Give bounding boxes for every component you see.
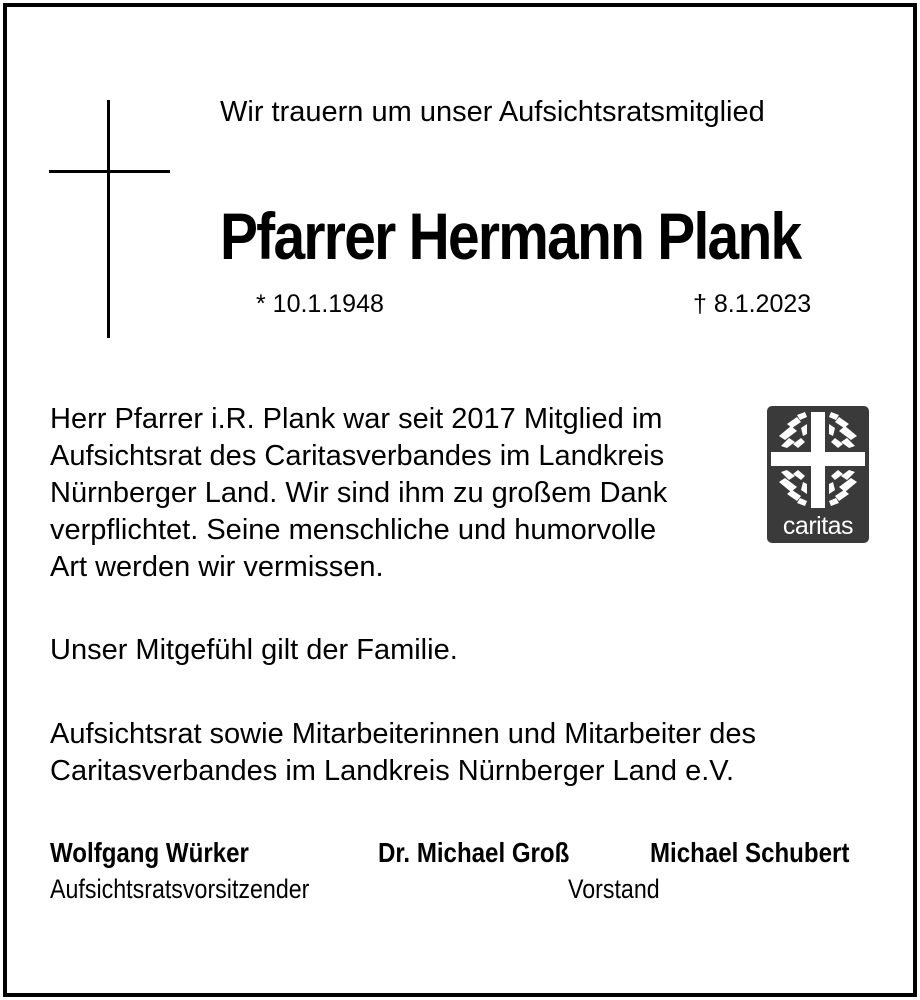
tribute-line: Herr Pfarrer i.R. Plank war seit 2017 Mitglied im [50,403,663,435]
caritas-logo-wordmark: caritas [782,512,854,540]
tribute-line: Nürnberger Land. Wir sind ihm zu großem Dank [50,477,668,509]
tribute-line: Art werden wir vermissen. [50,551,384,583]
signatory-name: Michael Schubert [650,837,850,868]
deceased-name: Pfarrer Hermann Plank [220,199,801,273]
sympathy-line: Unser Mitgefühl gilt der Familie. [50,634,458,666]
signatory-role: Vorstand [568,874,660,904]
signatory-role: Aufsichtsratsvorsitzender [50,874,310,904]
death-date: † 8.1.2023 [693,290,812,318]
tribute-line: verpflichtet. Seine menschliche und humorvolle [50,514,657,546]
tribute-paragraph [50,401,750,586]
caritas-logo [767,406,869,543]
sender-line: Aufsichtsrat sowie Mitarbeiterinnen und Mitarbeiter des [50,718,756,750]
signatory-name: Wolfgang Würker [50,837,249,868]
caritas-flame-cross-icon [767,406,869,512]
cross-icon-horizontal [49,170,170,173]
intro-line: Wir trauern um unser Aufsichtsratsmitglied [220,96,765,128]
cross-icon-vertical [107,100,110,338]
sender-line: Caritasverbandes im Landkreis Nürnberger Land e.V. [50,755,735,787]
sender-paragraph [50,716,756,790]
birth-date: * 10.1.1948 [256,290,384,318]
signatory-name: Dr. Michael Groß [378,837,570,868]
tribute-line: Aufsichtsrat des Caritasverbandes im Landkreis [50,440,665,472]
